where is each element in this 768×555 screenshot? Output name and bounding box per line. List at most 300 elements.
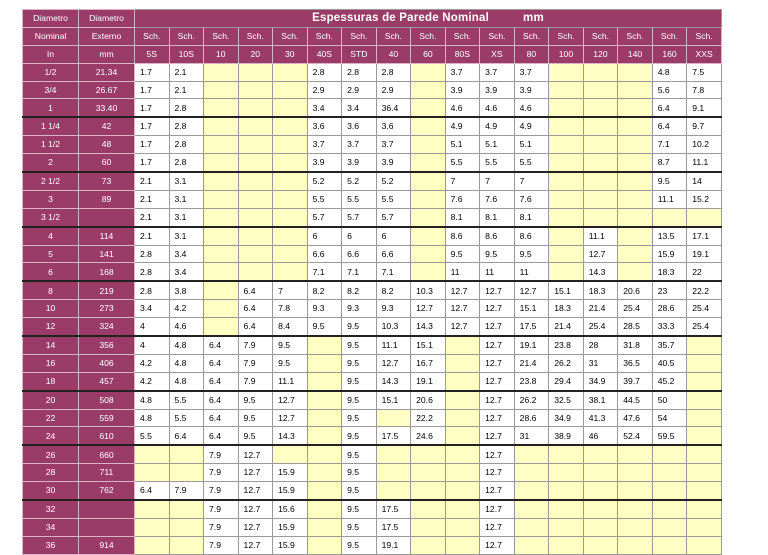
nominal-diameter-cell: 22 <box>23 409 79 427</box>
nominal-diameter-cell: 12 <box>23 318 79 336</box>
thickness-cell: 3.6 <box>307 117 342 135</box>
thickness-cell: 9.5 <box>342 482 377 500</box>
external-diameter-cell: 324 <box>79 318 135 336</box>
thickness-cell: 23.8 <box>549 336 584 354</box>
thickness-cell <box>549 63 584 81</box>
thickness-cell <box>238 117 273 135</box>
thickness-cell: 12.7 <box>238 536 273 554</box>
thickness-cell <box>238 227 273 245</box>
thickness-cell <box>307 500 342 518</box>
thickness-cell: 28.6 <box>514 409 549 427</box>
thickness-cell <box>549 518 584 536</box>
thickness-cell: 9.5 <box>652 172 687 190</box>
thickness-cell: 8.6 <box>445 227 480 245</box>
thickness-cell <box>411 445 446 463</box>
thickness-cell <box>445 354 480 372</box>
thickness-cell: 9.3 <box>307 300 342 318</box>
thickness-cell: 17.5 <box>376 427 411 445</box>
thickness-cell: 35.7 <box>652 336 687 354</box>
thickness-cell: 31.8 <box>618 336 653 354</box>
schedule-label: Sch. <box>376 27 411 45</box>
thickness-cell: 9.5 <box>445 245 480 263</box>
thickness-cell: 6 <box>376 227 411 245</box>
title-text: Espessuras de Parede Nominal <box>312 11 490 24</box>
external-diameter-cell: 141 <box>79 245 135 263</box>
thickness-cell: 3.6 <box>342 117 377 135</box>
thickness-cell: 3.1 <box>169 208 204 226</box>
nominal-diameter-cell: 36 <box>23 536 79 554</box>
thickness-cell <box>445 482 480 500</box>
thickness-cell: 9.5 <box>238 427 273 445</box>
thickness-cell <box>307 354 342 372</box>
thickness-cell: 8.2 <box>307 281 342 299</box>
thickness-cell: 17.5 <box>376 500 411 518</box>
schedule-label: Sch. <box>411 27 446 45</box>
thickness-cell <box>204 172 239 190</box>
thickness-cell: 46 <box>583 427 618 445</box>
thickness-cell <box>238 245 273 263</box>
thickness-cell: 9.5 <box>342 427 377 445</box>
thickness-cell: 21.4 <box>549 318 584 336</box>
schedule-code: 40 <box>376 45 411 63</box>
nominal-diameter-cell: 2 1/2 <box>23 172 79 190</box>
thickness-cell: 12.7 <box>583 245 618 263</box>
thickness-cell <box>583 518 618 536</box>
schedule-label: Sch. <box>204 27 239 45</box>
thickness-cell: 25.4 <box>618 300 653 318</box>
thickness-cell: 5.7 <box>376 208 411 226</box>
thickness-cell: 12.7 <box>445 281 480 299</box>
thickness-cell: 4.6 <box>480 99 515 117</box>
thickness-cell <box>273 63 308 81</box>
thickness-cell: 7.9 <box>169 482 204 500</box>
thickness-cell <box>204 117 239 135</box>
thickness-cell <box>238 154 273 172</box>
thickness-cell: 2.9 <box>376 81 411 99</box>
thickness-cell: 4.8 <box>652 63 687 81</box>
thickness-cell: 17.5 <box>376 518 411 536</box>
thickness-cell: 4.6 <box>169 318 204 336</box>
header-diametro-2: Diametro <box>79 10 135 28</box>
thickness-cell: 12.7 <box>238 482 273 500</box>
thickness-cell: 7.8 <box>687 81 722 99</box>
thickness-cell <box>411 190 446 208</box>
thickness-cell <box>411 63 446 81</box>
table-row <box>23 500 722 518</box>
thickness-cell <box>238 136 273 154</box>
thickness-cell <box>204 154 239 172</box>
table-row <box>23 391 722 409</box>
thickness-cell: 7.1 <box>307 263 342 281</box>
thickness-cell <box>549 482 584 500</box>
header-externo: Externo <box>79 27 135 45</box>
thickness-cell: 22.2 <box>411 409 446 427</box>
thickness-cell <box>514 464 549 482</box>
external-diameter-cell: 48 <box>79 136 135 154</box>
thickness-cell: 4.2 <box>135 372 170 390</box>
thickness-cell <box>618 117 653 135</box>
thickness-cell <box>376 464 411 482</box>
thickness-cell <box>549 536 584 554</box>
thickness-cell: 14 <box>687 172 722 190</box>
thickness-cell: 2.8 <box>169 117 204 135</box>
thickness-cell: 9.5 <box>342 500 377 518</box>
schedule-label: Sch. <box>273 27 308 45</box>
thickness-cell <box>687 409 722 427</box>
thickness-cell: 15.1 <box>411 336 446 354</box>
thickness-cell <box>583 208 618 226</box>
thickness-cell: 2.1 <box>135 227 170 245</box>
schedule-label: Sch. <box>169 27 204 45</box>
thickness-cell <box>273 172 308 190</box>
thickness-cell: 47.6 <box>618 409 653 427</box>
thickness-cell: 36.4 <box>376 99 411 117</box>
thickness-cell <box>411 500 446 518</box>
thickness-cell: 6.4 <box>652 99 687 117</box>
schedule-code: 5S <box>135 45 170 63</box>
schedule-label: Sch. <box>514 27 549 45</box>
thickness-cell <box>514 482 549 500</box>
thickness-cell: 7.9 <box>238 372 273 390</box>
nominal-diameter-cell: 6 <box>23 263 79 281</box>
thickness-cell: 3.7 <box>445 63 480 81</box>
thickness-cell: 44.5 <box>618 391 653 409</box>
table-row <box>23 518 722 536</box>
external-diameter-cell: 406 <box>79 354 135 372</box>
schedule-label: Sch. <box>480 27 515 45</box>
table-row <box>23 536 722 554</box>
thickness-cell: 6.4 <box>238 281 273 299</box>
external-diameter-cell: 21.34 <box>79 63 135 81</box>
thickness-cell: 32.5 <box>549 391 584 409</box>
external-diameter-cell <box>79 518 135 536</box>
thickness-cell <box>514 536 549 554</box>
thickness-cell: 2.8 <box>342 63 377 81</box>
schedule-label: Sch. <box>687 27 722 45</box>
thickness-cell <box>411 464 446 482</box>
thickness-cell <box>273 227 308 245</box>
thickness-cell <box>376 409 411 427</box>
thickness-cell: 12.7 <box>514 281 549 299</box>
thickness-cell <box>307 372 342 390</box>
external-diameter-cell: 457 <box>79 372 135 390</box>
thickness-cell: 9.5 <box>342 336 377 354</box>
thickness-cell <box>687 336 722 354</box>
thickness-cell: 5.1 <box>480 136 515 154</box>
thickness-cell: 4.8 <box>169 336 204 354</box>
nominal-diameter-cell: 16 <box>23 354 79 372</box>
schedule-code: 10 <box>204 45 239 63</box>
thickness-cell: 12.7 <box>273 391 308 409</box>
thickness-cell <box>687 391 722 409</box>
thickness-cell <box>204 281 239 299</box>
thickness-cell <box>652 536 687 554</box>
header-mm: mm <box>79 45 135 63</box>
thickness-cell: 5.2 <box>307 172 342 190</box>
thickness-cell: 11.1 <box>583 227 618 245</box>
table-row <box>23 227 722 245</box>
thickness-cell: 12.7 <box>480 300 515 318</box>
thickness-cell: 39.7 <box>618 372 653 390</box>
table-row <box>23 172 722 190</box>
thickness-cell: 7 <box>273 281 308 299</box>
thickness-cell <box>618 136 653 154</box>
thickness-cell <box>445 391 480 409</box>
thickness-cell: 28.6 <box>652 300 687 318</box>
thickness-cell: 11.1 <box>652 190 687 208</box>
thickness-cell: 18.3 <box>583 281 618 299</box>
thickness-cell: 7.1 <box>652 136 687 154</box>
thickness-cell <box>204 63 239 81</box>
thickness-cell: 11.1 <box>687 154 722 172</box>
thickness-cell <box>204 190 239 208</box>
nominal-diameter-cell: 14 <box>23 336 79 354</box>
thickness-cell: 7 <box>480 172 515 190</box>
thickness-cell <box>618 263 653 281</box>
table-row <box>23 99 722 117</box>
external-diameter-cell: 711 <box>79 464 135 482</box>
table-row <box>23 81 722 99</box>
thickness-cell: 9.1 <box>687 99 722 117</box>
schedule-label: Sch. <box>135 27 170 45</box>
thickness-cell <box>307 391 342 409</box>
thickness-cell <box>445 445 480 463</box>
nominal-diameter-cell: 34 <box>23 518 79 536</box>
thickness-cell: 31 <box>514 427 549 445</box>
thickness-cell <box>687 372 722 390</box>
thickness-cell <box>549 172 584 190</box>
thickness-cell: 4.8 <box>169 354 204 372</box>
thickness-cell <box>411 154 446 172</box>
thickness-cell: 15.1 <box>514 300 549 318</box>
thickness-cell: 9.5 <box>273 336 308 354</box>
table-row <box>23 427 722 445</box>
table-row <box>23 409 722 427</box>
thickness-cell: 28.5 <box>618 318 653 336</box>
thickness-cell: 14.3 <box>583 263 618 281</box>
thickness-cell <box>549 227 584 245</box>
thickness-cell: 3.1 <box>169 172 204 190</box>
thickness-cell <box>549 136 584 154</box>
external-diameter-cell: 60 <box>79 154 135 172</box>
schedule-label: Sch. <box>307 27 342 45</box>
thickness-cell: 7.9 <box>238 354 273 372</box>
thickness-cell: 3.7 <box>342 136 377 154</box>
thickness-cell: 12.7 <box>480 464 515 482</box>
thickness-cell: 28 <box>583 336 618 354</box>
thickness-cell: 9.5 <box>342 318 377 336</box>
thickness-cell: 12.7 <box>480 518 515 536</box>
thickness-cell <box>135 536 170 554</box>
thickness-cell: 3.4 <box>169 245 204 263</box>
thickness-cell: 11.1 <box>376 336 411 354</box>
thickness-cell: 4.8 <box>135 409 170 427</box>
thickness-cell: 6.4 <box>204 391 239 409</box>
thickness-cell: 8.2 <box>376 281 411 299</box>
table-row <box>23 208 722 226</box>
thickness-cell <box>411 263 446 281</box>
thickness-cell <box>514 445 549 463</box>
thickness-cell <box>687 208 722 226</box>
header-nominal: Nominal <box>23 27 79 45</box>
thickness-cell: 3.9 <box>514 81 549 99</box>
thickness-cell: 54 <box>652 409 687 427</box>
schedule-code: 160 <box>652 45 687 63</box>
thickness-cell: 52.4 <box>618 427 653 445</box>
thickness-cell <box>618 500 653 518</box>
thickness-cell <box>549 154 584 172</box>
thickness-cell: 1.7 <box>135 81 170 99</box>
thickness-cell: 1.7 <box>135 117 170 135</box>
thickness-cell <box>204 136 239 154</box>
thickness-cell: 2.8 <box>307 63 342 81</box>
thickness-cell: 12.7 <box>480 427 515 445</box>
thickness-cell: 15.9 <box>652 245 687 263</box>
thickness-cell: 3.9 <box>480 81 515 99</box>
thickness-cell: 3.1 <box>169 190 204 208</box>
thickness-cell: 12.7 <box>480 482 515 500</box>
thickness-cell: 25.4 <box>583 318 618 336</box>
wall-thickness-table <box>22 9 722 555</box>
thickness-cell: 9.5 <box>342 518 377 536</box>
thickness-cell <box>411 227 446 245</box>
thickness-cell <box>273 136 308 154</box>
thickness-cell <box>514 518 549 536</box>
thickness-cell: 5.6 <box>652 81 687 99</box>
thickness-cell: 7.5 <box>687 63 722 81</box>
thickness-cell <box>687 464 722 482</box>
nominal-diameter-cell: 3 <box>23 190 79 208</box>
thickness-cell: 6.6 <box>342 245 377 263</box>
external-diameter-cell: 42 <box>79 117 135 135</box>
thickness-cell: 11 <box>480 263 515 281</box>
thickness-cell: 50 <box>652 391 687 409</box>
nominal-diameter-cell: 24 <box>23 427 79 445</box>
thickness-cell <box>583 172 618 190</box>
thickness-cell: 7.6 <box>445 190 480 208</box>
thickness-cell <box>204 300 239 318</box>
table-body <box>23 63 722 554</box>
thickness-cell: 14.3 <box>411 318 446 336</box>
thickness-cell: 38.1 <box>583 391 618 409</box>
nominal-diameter-cell: 10 <box>23 300 79 318</box>
nominal-diameter-cell: 4 <box>23 227 79 245</box>
thickness-cell: 2.1 <box>135 172 170 190</box>
thickness-cell: 21.4 <box>514 354 549 372</box>
thickness-cell <box>652 208 687 226</box>
table-row <box>23 281 722 299</box>
thickness-cell <box>411 99 446 117</box>
external-diameter-cell: 508 <box>79 391 135 409</box>
thickness-cell: 3.4 <box>342 99 377 117</box>
thickness-cell: 15.9 <box>273 464 308 482</box>
thickness-cell <box>445 536 480 554</box>
thickness-cell: 15.2 <box>687 190 722 208</box>
thickness-cell: 14.3 <box>376 372 411 390</box>
thickness-cell <box>445 518 480 536</box>
thickness-cell <box>618 518 653 536</box>
thickness-cell: 3.4 <box>307 99 342 117</box>
thickness-cell <box>583 63 618 81</box>
thickness-cell <box>411 482 446 500</box>
thickness-cell: 7.9 <box>204 536 239 554</box>
external-diameter-cell: 610 <box>79 427 135 445</box>
thickness-cell <box>169 464 204 482</box>
thickness-cell: 9.5 <box>342 464 377 482</box>
external-diameter-cell: 33.40 <box>79 99 135 117</box>
thickness-cell: 2.1 <box>135 190 170 208</box>
table-title <box>135 10 722 28</box>
external-diameter-cell: 73 <box>79 172 135 190</box>
thickness-cell: 15.9 <box>273 536 308 554</box>
schedule-code: 120 <box>583 45 618 63</box>
table-row <box>23 154 722 172</box>
thickness-cell: 24.6 <box>411 427 446 445</box>
thickness-cell: 7.9 <box>204 464 239 482</box>
nominal-diameter-cell: 18 <box>23 372 79 390</box>
thickness-cell: 34.9 <box>549 409 584 427</box>
schedule-code: STD <box>342 45 377 63</box>
thickness-cell: 11 <box>514 263 549 281</box>
thickness-cell <box>583 445 618 463</box>
schedule-code: 20 <box>238 45 273 63</box>
thickness-cell: 15.1 <box>549 281 584 299</box>
thickness-cell <box>273 208 308 226</box>
thickness-cell: 5.5 <box>169 391 204 409</box>
thickness-cell <box>652 445 687 463</box>
thickness-cell: 3.9 <box>342 154 377 172</box>
schedule-code: 80S <box>445 45 480 63</box>
thickness-cell: 12.7 <box>238 445 273 463</box>
thickness-cell: 15.9 <box>273 482 308 500</box>
thickness-cell <box>618 536 653 554</box>
thickness-cell <box>549 81 584 99</box>
thickness-cell <box>618 99 653 117</box>
thickness-cell: 38.9 <box>549 427 584 445</box>
thickness-cell: 7.9 <box>238 336 273 354</box>
nominal-diameter-cell: 5 <box>23 245 79 263</box>
table-row <box>23 117 722 135</box>
thickness-cell: 2.8 <box>169 136 204 154</box>
thickness-cell <box>514 500 549 518</box>
thickness-cell <box>687 500 722 518</box>
thickness-cell: 12.7 <box>445 318 480 336</box>
schedule-code: XXS <box>687 45 722 63</box>
thickness-cell <box>204 245 239 263</box>
thickness-cell <box>549 99 584 117</box>
thickness-cell <box>135 445 170 463</box>
wall-thickness-table-container <box>22 9 722 555</box>
thickness-cell: 5.5 <box>307 190 342 208</box>
thickness-cell <box>583 464 618 482</box>
thickness-cell: 41.3 <box>583 409 618 427</box>
schedule-code: 40S <box>307 45 342 63</box>
thickness-cell <box>238 63 273 81</box>
thickness-cell <box>583 482 618 500</box>
thickness-cell: 5.5 <box>514 154 549 172</box>
thickness-cell: 12.7 <box>376 354 411 372</box>
thickness-cell: 3.7 <box>376 136 411 154</box>
table-header <box>23 10 722 64</box>
thickness-cell: 12.7 <box>480 500 515 518</box>
thickness-cell: 6.4 <box>204 336 239 354</box>
thickness-cell <box>169 500 204 518</box>
thickness-cell: 2.1 <box>169 63 204 81</box>
thickness-cell <box>687 427 722 445</box>
thickness-cell: 8.2 <box>342 281 377 299</box>
thickness-cell: 2.1 <box>169 81 204 99</box>
thickness-cell <box>549 464 584 482</box>
